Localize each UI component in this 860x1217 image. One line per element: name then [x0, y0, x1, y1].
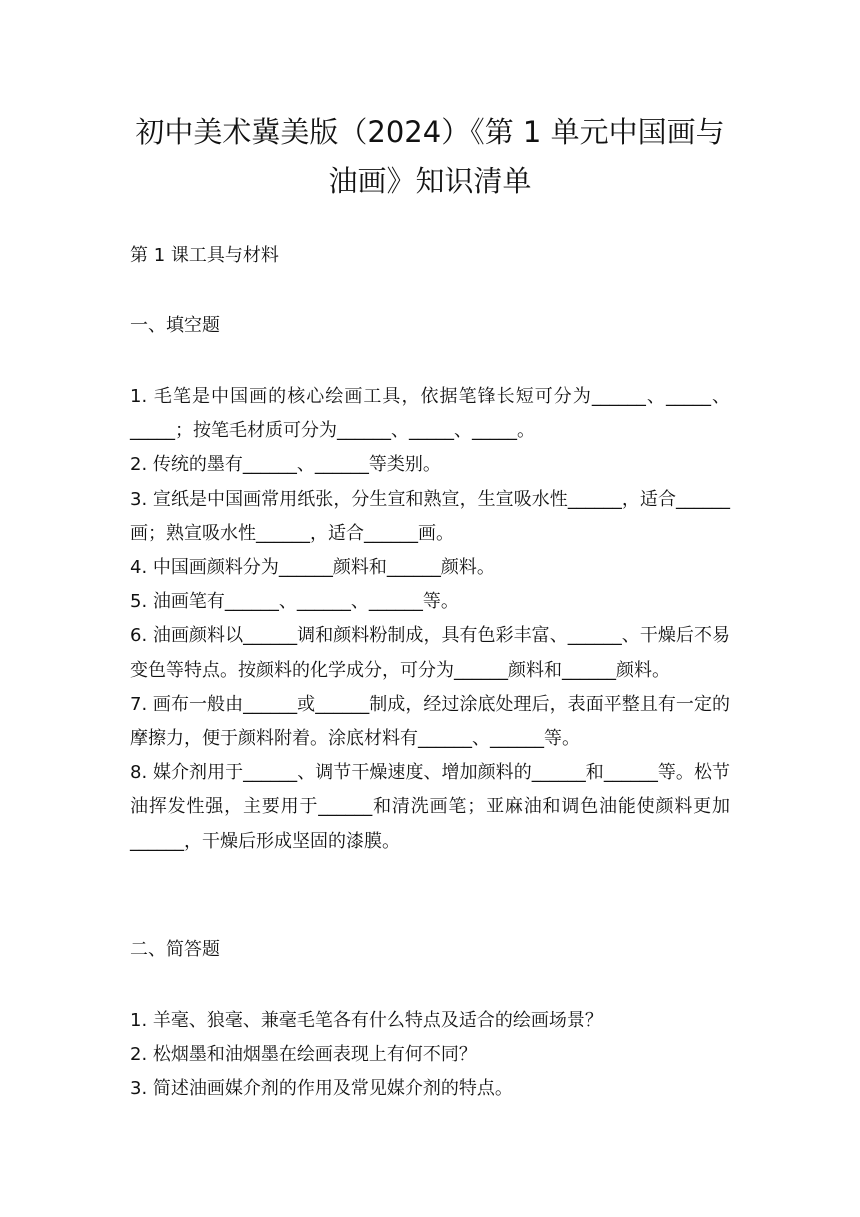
fill-in-question: 3. 宣纸是中国画常用纸张，分生宣和熟宣，生宣吸水性______，适合______画；熟宣吸水性______，适合______画。 [130, 488, 730, 544]
short-answer-question-list [130, 1004, 730, 1107]
short-answer-question: 2. 松烟墨和油烟墨在绘画表现上有何不同？ [130, 1044, 477, 1066]
short-answer-question: 1. 羊毫、狼毫、兼毫毛笔各有什么特点及适合的绘画场景？ [130, 1010, 603, 1031]
fill-in-question: 5. 油画笔有______、______、______等。 [130, 591, 459, 613]
fill-in-question: 7. 画布一般由______或______制成，经过涂底处理后，表面平整且有一定的摩擦力，便于颜料附着。涂底材料有______、______等。 [130, 693, 730, 750]
fill-in-question: 6. 油画颜料以______调和颜料粉制成，具有色彩丰富、______、干燥后不易变色等特点。按颜料的化学成分，可分为______颜料和______颜料。 [130, 625, 730, 681]
document-title: 初中美术冀美版（2024）《第 1 单元中国画与油画》知识清单 [135, 115, 725, 198]
fill-in-question: 2. 传统的墨有______、______等类别。 [130, 454, 441, 476]
short-answer-question: 3. 简述油画媒介剂的作用及常见媒介剂的特点。 [130, 1078, 513, 1100]
fill-in-question: 1. 毛笔是中国画的核心绘画工具，依据笔锋长短可分为______、_____、_____；按笔毛材质可分为______、_____、_____。 [130, 386, 730, 442]
fill-in-question-list [130, 380, 730, 859]
fill-in-section-heading: 一、填空题 [130, 315, 220, 336]
short-answer-section-heading: 二、简答题 [130, 939, 220, 960]
lesson-heading: 第 1 课工具与材料 [130, 245, 279, 266]
fill-in-question: 4. 中国画颜料分为______颜料和______颜料。 [130, 557, 495, 579]
fill-in-question: 8. 媒介剂用于______、调节干燥速度、增加颜料的______和______等。松节油挥发性强，主要用于______和清洗画笔；亚麻油和调色油能使颜料更加______，干燥后形成坚固的漆膜。 [130, 762, 730, 852]
